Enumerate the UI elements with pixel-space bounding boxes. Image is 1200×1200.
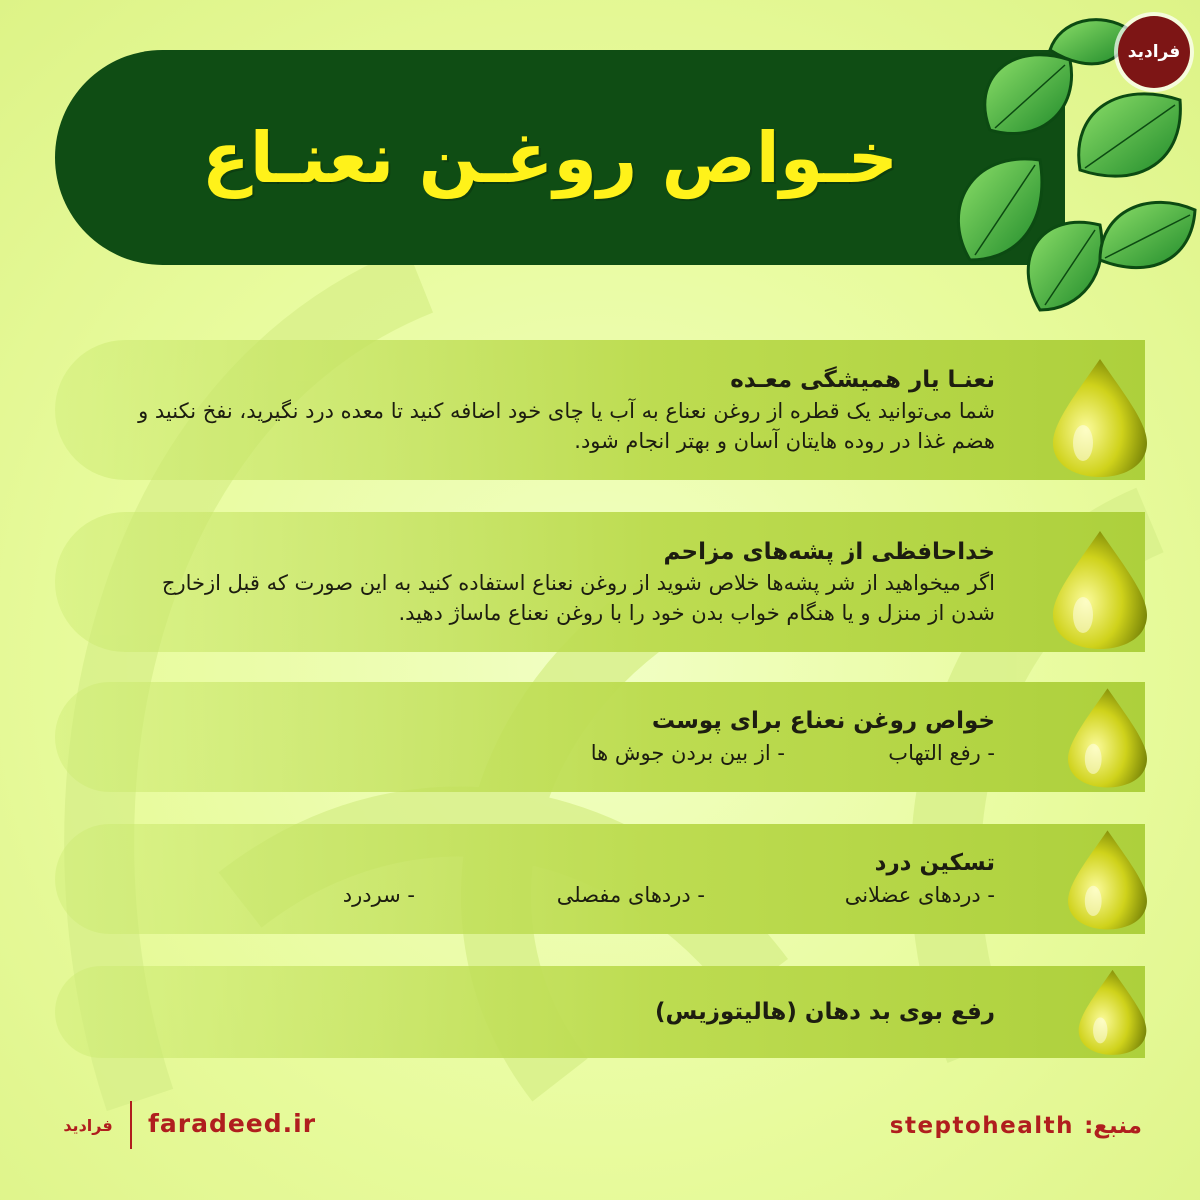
oil-drop-icon <box>1070 967 1155 1057</box>
section-body: شما می‌توانید یک قطره از روغن نعناع به آب یا چای خود اضافه کنید تا معده درد نگیرید، نفخ نکنید و هضم غذا در روده هایتان آسان و بهتر انجام شود. <box>138 399 995 453</box>
section-title: خواص روغن نعناع برای پوست <box>651 708 995 734</box>
bullet-item: - دردهای عضلانی <box>844 883 995 907</box>
faradeed-logo-icon <box>1118 16 1190 88</box>
bullet-item: - از بین بردن جوش ها <box>590 741 785 765</box>
section-title: تسکین درد <box>874 850 995 876</box>
footer-site-link[interactable]: faradeed.ir <box>148 1109 317 1138</box>
faradeed-logo-icon <box>60 1097 116 1153</box>
oil-drop-icon <box>1060 827 1155 932</box>
bullet-item: - رفع التهاب <box>888 741 995 765</box>
bullet-item: - سردرد <box>342 883 415 907</box>
oil-drop-icon <box>1045 527 1155 652</box>
section-card-mosquito <box>55 512 1145 652</box>
logo-text: فرادید <box>1127 42 1181 62</box>
footer-logo-text: فرادید <box>63 1115 113 1135</box>
footer <box>0 1085 1200 1175</box>
footer-source <box>890 1113 1142 1139</box>
oil-drop-icon <box>1060 685 1155 790</box>
section-card-stomach <box>55 340 1145 480</box>
section-title: رفع بوی بد دهان (هالیتوزیس) <box>655 999 995 1025</box>
source-label: منبع: <box>1084 1113 1142 1139</box>
footer-divider <box>130 1101 132 1149</box>
section-card-skin <box>55 682 1145 792</box>
bullet-item: - دردهای مفصلی <box>556 883 705 907</box>
section-card-breath <box>55 966 1145 1058</box>
section-title: نعنـا یار همیشگی معـده <box>730 367 995 393</box>
source-value: steptohealth <box>889 1113 1075 1139</box>
section-card-pain <box>55 824 1145 934</box>
section-title: خداحافظی از پشه‌های مزاحم <box>663 539 995 565</box>
page-title: خـواص روغـن نعنـاع <box>201 116 899 199</box>
section-body: اگر میخواهید از شر پشه‌ها خلاص شوید از روغن نعناع استفاده کنید به این صورت که قبل ازخارج شدن از منزل و یا هنگام خواب بدن خود را با روغن نعناع ماساژ دهید. <box>161 571 995 625</box>
title-banner <box>55 50 1065 265</box>
oil-drop-icon <box>1045 355 1155 480</box>
